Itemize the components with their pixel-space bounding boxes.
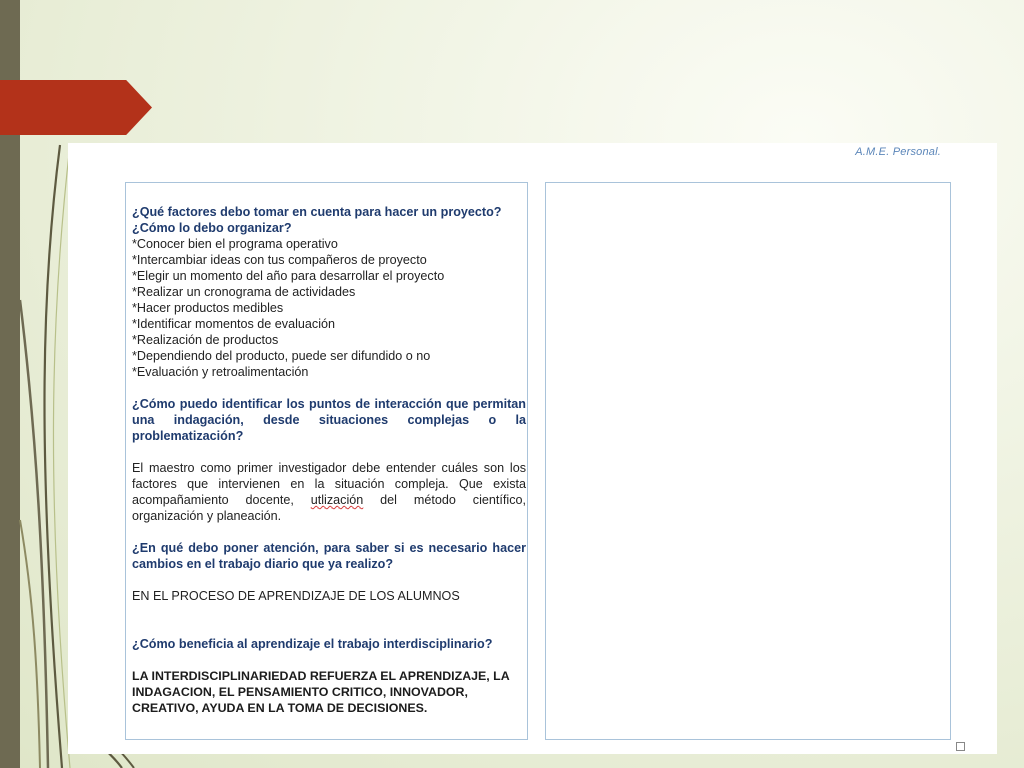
answer-2-part2: del método científico, organización y planeación.	[132, 493, 526, 523]
resize-handle	[956, 742, 965, 751]
answer-2	[132, 460, 526, 524]
list-item: *Dependiendo del producto, puede ser difundido o no	[132, 349, 431, 363]
question-1: ¿Qué factores debo tomar en cuenta para hacer un proyecto? ¿Cómo lo debo organizar?	[132, 205, 502, 235]
bullet-list	[132, 236, 526, 380]
answer-4: LA INTERDISCIPLINARIEDAD REFUERZA EL APRENDIZAJE, LA INDAGACION, EL PENSAMIENTO CRITICO, INNOVADOR, CREATIVO, AYUDA EN LA TOMA DE DECISIONES.	[132, 669, 510, 715]
list-item: *Hacer productos medibles	[132, 301, 284, 315]
question-2: ¿Cómo puedo identificar los puntos de interacción que permitan una indagación, desde situaciones complejas o la problematización?	[132, 397, 526, 443]
left-text-content	[132, 204, 526, 716]
list-item: *Evaluación y retroalimentación	[132, 365, 309, 379]
title-accent-arrow	[0, 80, 152, 135]
left-text-box	[125, 182, 528, 740]
header-note: A.M.E. Personal.	[855, 146, 941, 158]
list-item: *Elegir un momento del año para desarrollar el proyecto	[132, 269, 445, 283]
list-item: *Realización de productos	[132, 333, 279, 347]
list-item: *Intercambiar ideas con tus compañeros de proyecto	[132, 253, 427, 267]
question-4: ¿Cómo beneficia al aprendizaje el trabajo interdisciplinario?	[132, 637, 493, 651]
spellcheck-word: utlización	[310, 493, 364, 507]
answer-3: EN EL PROCESO DE APRENDIZAJE DE LOS ALUMNOS	[132, 589, 460, 603]
question-3: ¿En qué debo poner atención, para saber si es necesario hacer cambios en el trabajo diario que ya realizo?	[132, 541, 526, 571]
document-image	[68, 143, 997, 754]
right-empty-box	[545, 182, 951, 740]
answer-2-part1: El maestro como primer investigador debe entender cuáles son los factores que intervienen en la situación compleja. Que exista acompañamiento docente,	[132, 461, 526, 507]
list-item: *Realizar un cronograma de actividades	[132, 285, 356, 299]
list-item: *Identificar momentos de evaluación	[132, 317, 336, 331]
list-item: *Conocer bien el programa operativo	[132, 237, 338, 251]
